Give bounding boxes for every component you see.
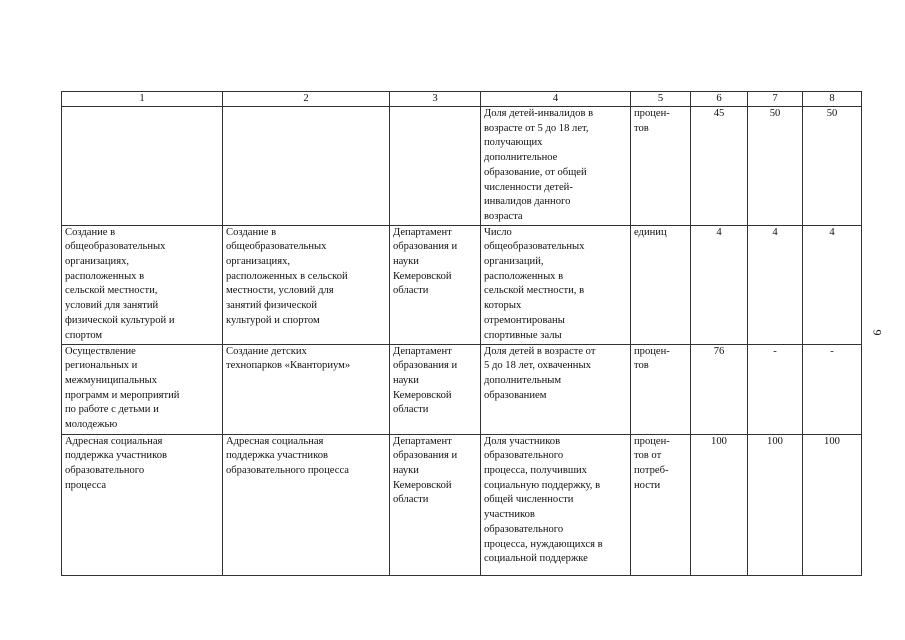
cell-indicator: Доля детей-инвалидов в возрасте от 5 до 18 лет, получающих дополнительное образование, от общей численности детей- инвалидов данного возраста	[481, 107, 631, 226]
cell-event: Создание детских технопарков «Кванториум»	[223, 344, 390, 434]
cell-task: Адресная социальная поддержка участников образовательного процесса	[62, 434, 223, 575]
cell-value-col7: 100	[748, 434, 803, 575]
cell-value-col7: -	[748, 344, 803, 434]
cell-executor: Департамент образования и науки Кемеровской области	[390, 434, 481, 575]
header-cell-4: 4	[481, 92, 631, 107]
cell-value-col8: 100	[803, 434, 862, 575]
cell-event	[223, 107, 390, 226]
cell-value-col6: 100	[691, 434, 748, 575]
cell-value-col7: 50	[748, 107, 803, 226]
cell-event: Создание в общеобразовательных организациях, расположенных в сельской местности, условий для занятий физической культурой и спортом	[223, 225, 390, 344]
cell-value-col6: 45	[691, 107, 748, 226]
header-cell-5: 5	[631, 92, 691, 107]
cell-executor: Департамент образования и науки Кемеровской области	[390, 225, 481, 344]
cell-indicator: Доля детей в возрасте от 5 до 18 лет, охваченных дополнительным образованием	[481, 344, 631, 434]
cell-value-col8: 50	[803, 107, 862, 226]
cell-unit: единиц	[631, 225, 691, 344]
cell-unit: процен- тов	[631, 344, 691, 434]
header-cell-1: 1	[62, 92, 223, 107]
header-cell-3: 3	[390, 92, 481, 107]
program-table	[61, 91, 862, 576]
table-row	[62, 225, 862, 344]
cell-task: Создание в общеобразовательных организациях, расположенных в сельской местности, условий для занятий физической культурой и спортом	[62, 225, 223, 344]
cell-indicator: Доля участников образовательного процесса, получивших социальную поддержку, в общей численности участников образовательного процесса, нуждающихся в социальной поддержке	[481, 434, 631, 575]
cell-task	[62, 107, 223, 226]
table-row	[62, 107, 862, 226]
cell-indicator: Число общеобразовательных организаций, расположенных в сельской местности, в которых отремонтированы спортивные залы	[481, 225, 631, 344]
cell-value-col6: 4	[691, 225, 748, 344]
header-cell-2: 2	[223, 92, 390, 107]
cell-unit: процен- тов от потреб- ности	[631, 434, 691, 575]
cell-value-col8: 4	[803, 225, 862, 344]
cell-executor: Департамент образования и науки Кемеровской области	[390, 344, 481, 434]
cell-executor	[390, 107, 481, 226]
cell-event: Адресная социальная поддержка участников образовательного процесса	[223, 434, 390, 575]
cell-value-col7: 4	[748, 225, 803, 344]
table-row	[62, 434, 862, 575]
cell-unit: процен- тов	[631, 107, 691, 226]
cell-task: Осуществление региональных и межмуниципальных программ и мероприятий по работе с детьми и молодежью	[62, 344, 223, 434]
cell-value-col6: 76	[691, 344, 748, 434]
table-header-row	[62, 92, 862, 107]
header-cell-7: 7	[748, 92, 803, 107]
table-row	[62, 344, 862, 434]
header-cell-6: 6	[691, 92, 748, 107]
header-cell-8: 8	[803, 92, 862, 107]
page-number: 9	[870, 329, 885, 336]
cell-value-col8: -	[803, 344, 862, 434]
